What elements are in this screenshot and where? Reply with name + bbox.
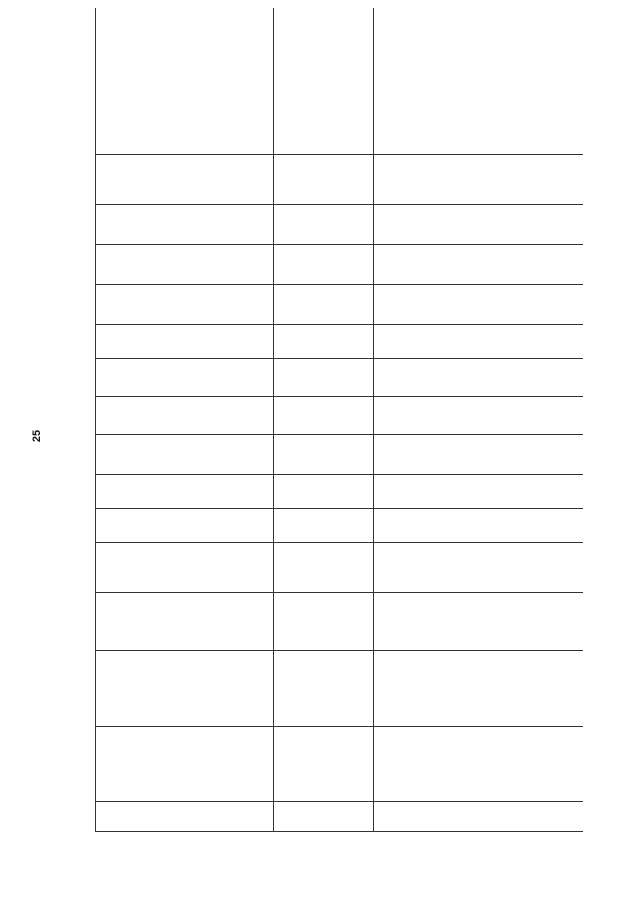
row2-c1 [274,802,374,832]
table-row [374,8,584,832]
row1-c14 [96,205,274,245]
row3-c13 [374,245,584,285]
row2-c11 [274,325,374,359]
row2-c7 [274,475,374,509]
row3-c4 [374,593,584,651]
row1-c13 [96,245,274,285]
row2-c16 [274,8,374,155]
row1-c10 [96,359,274,397]
row2-c13 [274,245,374,285]
row2-c6 [274,509,374,543]
row2-c15 [274,155,374,205]
table-frame [95,8,583,832]
row2-c10 [274,359,374,397]
row1-c12 [96,285,274,325]
row2-c9 [274,397,374,435]
row3-c3 [374,651,584,727]
row1-c6 [96,509,274,543]
row1-c3 [96,651,274,727]
row1-c7 [96,475,274,509]
row3-c15 [374,155,584,205]
table-row [274,8,374,832]
row3-c16 [374,8,584,155]
row2-c3 [274,651,374,727]
row1-c11 [96,325,274,359]
table-row [96,8,274,832]
row2-c8 [274,435,374,475]
row3-c11 [374,325,584,359]
row3-c1 [374,802,584,832]
row1-c9 [96,397,274,435]
row1-c1 [96,802,274,832]
row1-c16 [96,8,274,155]
row1-c2 [96,727,274,802]
row3-c6 [374,509,584,543]
row2-c5 [274,543,374,593]
rotated-table [95,8,583,832]
row3-c2 [374,727,584,802]
program-table [95,8,583,832]
row2-c14 [274,205,374,245]
row2-c12 [274,285,374,325]
row1-c15 [96,155,274,205]
row3-c10 [374,359,584,397]
row1-c5 [96,543,274,593]
row3-c9 [374,397,584,435]
row3-c14 [374,205,584,245]
row3-c7 [374,475,584,509]
row3-c8 [374,435,584,475]
row2-c4 [274,593,374,651]
row2-c2 [274,727,374,802]
row3-c5 [374,543,584,593]
row1-c4 [96,593,274,651]
row3-c12 [374,285,584,325]
row1-c8 [96,435,274,475]
page-number: 25 [31,429,43,443]
